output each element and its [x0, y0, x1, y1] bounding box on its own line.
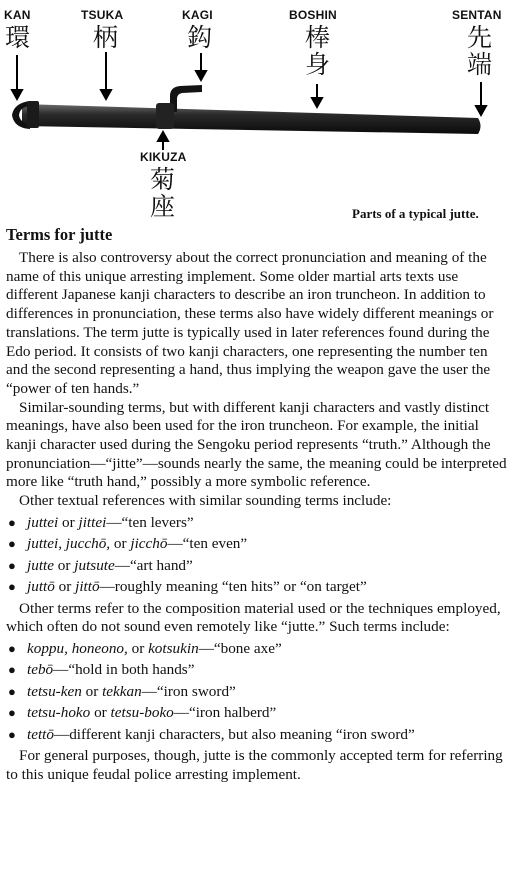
part-kanji-tsuka: 柄	[93, 23, 119, 52]
bullet-icon: ●	[8, 705, 16, 721]
list-item: ● tetsu-hoko or tetsu-boko—“iron halberd”	[8, 704, 277, 722]
part-label-kagi: KAGI	[182, 8, 213, 22]
list-item: ● jutte or jutsute—“art hand”	[8, 556, 193, 574]
list-item: ● juttei or jittei—“ten levers”	[8, 513, 194, 531]
figure-caption: Parts of a typical jutte.	[352, 206, 479, 221]
part-kanji-kikuza: 菊座	[150, 165, 176, 221]
list-item: ● tetsu-ken or tekkan—“iron sword”	[8, 682, 236, 700]
list-item: ● tebō—“hold in both hands”	[8, 661, 195, 679]
part-label-tsuka: TSUKA	[81, 8, 124, 22]
paragraph-5: For general purposes, though, jutte is the commonly accepted term for referring to this unique feudal police arresting implement.	[6, 747, 503, 784]
paragraph-4: Other terms refer to the composition material used or the techniques employed, which often do not sound even remotely like “jutte.” Such terms include:	[6, 599, 501, 636]
part-kanji-kagi: 鈎	[187, 23, 213, 52]
bullet-icon: ●	[8, 579, 16, 595]
term-list-1	[6, 514, 508, 597]
part-label-kikuza: KIKUZA	[140, 150, 187, 164]
paragraph-3: Other textual references with similar sounding terms include:	[19, 492, 392, 510]
part-label-boshin: BOSHIN	[289, 8, 337, 22]
bullet-icon: ●	[8, 514, 16, 530]
bullet-icon: ●	[8, 662, 16, 678]
jutte-diagram	[0, 0, 512, 225]
part-label-kan: KAN	[4, 8, 31, 22]
part-kanji-kan: 環	[5, 23, 31, 52]
jutte-illustration	[0, 0, 512, 225]
part-kanji-boshin: 棒身	[305, 23, 331, 79]
bullet-icon: ●	[8, 640, 16, 656]
article-body	[6, 225, 508, 785]
list-item: ● juttō or jittō—roughly meaning “ten hits” or “on target”	[8, 578, 367, 596]
bullet-icon: ●	[8, 557, 16, 573]
part-label-sentan: SENTAN	[452, 8, 502, 22]
section-heading: Terms for jutte	[6, 225, 113, 244]
bullet-icon: ●	[8, 683, 16, 699]
paragraph-2: Similar-sounding terms, but with different kanji characters and vastly distinct meanings, have also been used for the iron truncheon. For example, the initial kanji character used during the Sengoku period represents “truth.” Although the pronunciation—“jitte”—sounds nearly the same, the meaning could be interpreted more like “truth hand,” possibly a more symbolic reference.	[6, 398, 507, 491]
part-kanji-sentan: 先端	[467, 23, 493, 79]
list-item: ● juttei, jucchō, or jicchō—“ten even”	[8, 535, 248, 553]
bullet-icon: ●	[8, 536, 16, 552]
paragraph-1: There is also controversy about the correct pronunciation and meaning of the name of this unique arresting implement. Some older martial arts texts use different Japanese kanji characters to describe an iron truncheon. In addition to differences in pronunciation, these terms also have widely different meanings or translations. The term jutte is typically used in later references found during the Edo period. It consists of two kanji characters, one representing the number ten and the second representing a hand, thus implying the weapon gave the user the “power of ten hands.”	[6, 249, 494, 397]
list-item: ● koppu, honeono, or kotsukin—“bone axe”	[8, 639, 282, 657]
list-item: ● tettō—different kanji characters, but also meaning “iron sword”	[8, 725, 415, 743]
bullet-icon: ●	[8, 726, 16, 742]
term-list-2	[6, 640, 508, 745]
